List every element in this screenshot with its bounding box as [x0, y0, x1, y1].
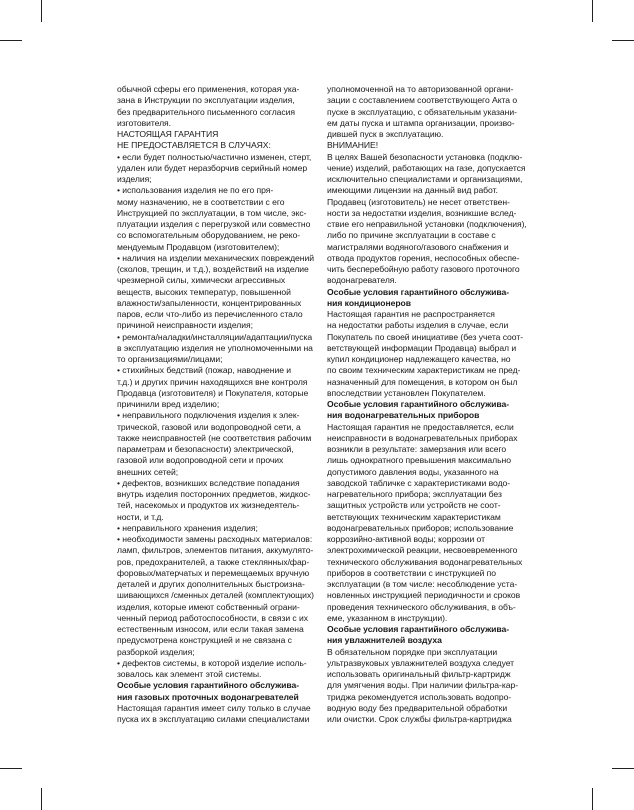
- text-line: деталей и других дополнительных быстроизна-: [117, 579, 305, 589]
- text-line: допустимого давления воды, указанного на: [327, 466, 499, 477]
- text-line: • стихийных бедствий (пожар, наводнение и: [117, 365, 292, 376]
- text-line: ламп, фильтров, элементов питания, аккумулято-: [117, 545, 314, 556]
- right-text-column: [327, 84, 531, 725]
- text-line: также неисправностей (не соответствия рабочим: [117, 432, 312, 443]
- text-line: технического обслуживания водонагревательных: [327, 556, 523, 567]
- text-line: трической, газовой или водопроводной сети, а: [117, 421, 301, 432]
- section-heading-line: Особые условия гарантийного обслужива-: [117, 680, 300, 691]
- left-text-column: [117, 84, 317, 725]
- text-line: причиной неисправности изделия;: [117, 320, 253, 331]
- section-heading-line: ния увлажнителей воздуха: [327, 635, 442, 646]
- text-line: • наличия на изделии механических повреждений: [117, 252, 314, 263]
- text-line: зана в Инструкции по эксплуатации изделия,: [117, 95, 295, 106]
- text-line: изготовителя.: [117, 117, 172, 128]
- text-line: изделия, которые имеют собственный ограни-: [117, 601, 300, 612]
- text-line: лишь однократного превышения максимально: [327, 455, 511, 466]
- text-line: предусмотрена конструкцией и не связана с: [117, 635, 292, 646]
- text-line: влажности/запыленности, концентрированных: [117, 297, 302, 308]
- text-line: заводской табличке с характеристиками водо-: [327, 477, 511, 488]
- text-line: то организациями/лицами;: [117, 354, 223, 364]
- text-line: неисправности в водонагревательных приборах: [327, 432, 518, 443]
- text-line: зации с составлением соответствующего Акта о: [327, 95, 518, 106]
- text-line: внешних сетей;: [117, 466, 179, 477]
- text-line: разборкой изделия;: [117, 646, 195, 657]
- crop-mark-bottom-left: [41, 788, 42, 810]
- crop-mark-left-bottom: [0, 768, 22, 769]
- text-line: чрезмерной силы, химически агрессивных: [117, 275, 286, 286]
- text-line: на недостатки работы изделия в случае, если: [327, 320, 509, 331]
- text-line: • дефектов системы, в которой изделие исполь-: [117, 657, 307, 668]
- text-line: коррозийно-активной воды; коррозии от: [327, 534, 485, 544]
- text-line: тей, насекомых и продуктов их жизнедеятель-: [117, 500, 300, 511]
- text-line: Продавца (изготовителя) и Покупателя, которые: [117, 387, 309, 398]
- text-line: естественным износом, или если такая замена: [117, 624, 304, 634]
- text-line: ности за недостатки изделия, возникшие вслед-: [327, 207, 517, 218]
- text-line: ВНИМАНИЕ!: [327, 140, 379, 151]
- text-line: внутрь изделия посторонних предметов, жидкос-: [117, 489, 311, 499]
- text-line: приборов в соответствии с инструкцией по: [327, 567, 497, 578]
- text-line: водную воду без предварительной обработки: [327, 702, 508, 713]
- text-line: купил кондиционер надлежащего качества, но: [327, 354, 511, 364]
- text-line: магистралями водяного/газового снабжения и: [327, 241, 509, 252]
- text-line: • ремонта/наладки/инсталляции/адаптации/пуска: [117, 331, 313, 342]
- text-line: водонагревателя.: [327, 275, 397, 286]
- text-line: водонагревательных приборов; использование: [327, 522, 514, 533]
- text-line: мому назначению, не в соответствии с его: [117, 196, 285, 207]
- text-line: ем даты пуска и штампа организации, произво-: [327, 117, 515, 128]
- text-line: газовой или водопроводной сети и прочих: [117, 455, 284, 466]
- text-line: Покупатель по своей инициативе (без учета соот-: [327, 331, 524, 342]
- text-line: зовалось как элемент этой системы.: [117, 669, 262, 679]
- text-line: электрохимической реакции, несвоевременного: [327, 545, 518, 556]
- text-line: исключительно специалистами и организациями,: [327, 174, 523, 184]
- text-line: либо по причине эксплуатации в составе с: [327, 230, 496, 241]
- text-line: • дефектов, возникших вследствие попадания: [117, 477, 300, 488]
- text-line: • неправильного подключения изделия к элек-: [117, 410, 300, 421]
- text-line: Настоящая гарантия не распространяется: [327, 309, 495, 319]
- text-line: ров, предохранителей, а также стеклянных/фар-: [117, 556, 310, 567]
- section-heading-line: Особые условия гарантийного обслужива-: [327, 624, 510, 634]
- crop-mark-bottom-right: [592, 788, 593, 810]
- text-line: мендуемым Продавцом (изготовителем);: [117, 241, 280, 252]
- text-line: пуске в эксплуатацию, с обязательным указани-: [327, 106, 517, 117]
- text-line: или очистки. Срок службы фильтра-картриджа: [327, 714, 512, 724]
- crop-mark-right-top: [612, 40, 634, 41]
- text-line: Продавец (изготовитель) не несет ответствен-: [327, 196, 510, 207]
- text-line: эксплуатации (в том числе: несоблюдение уста-: [327, 579, 518, 589]
- text-line: обычной сферы его применения, которая ука-: [117, 84, 300, 94]
- text-line: Настоящая гарантия не предоставляется, если: [327, 421, 514, 432]
- text-line: • необходимости замены расходных материалов:: [117, 534, 313, 544]
- text-line: • использования изделия не по его пря-: [117, 185, 274, 196]
- text-line: НЕ ПРЕДОСТАВЛЯЕТСЯ В СЛУЧАЯХ:: [117, 140, 271, 151]
- text-line: нагревательного прибора; эксплуатации без: [327, 489, 502, 499]
- text-line: чить бесперебойную работу газового проточного: [327, 264, 520, 274]
- text-line: отвода продуктов горения, неспособных обеспе-: [327, 252, 520, 263]
- text-line: использовать оригинальный фильтр-картридж: [327, 669, 511, 679]
- text-line: ветствующей информации Продавца) выбрал и: [327, 342, 517, 353]
- section-heading-line: Особые условия гарантийного обслужива-: [327, 286, 510, 297]
- section-heading-line: ния газовых проточных водонагревателей: [117, 691, 299, 702]
- text-line: уполномоченной на то авторизованной органи-: [327, 84, 514, 94]
- text-line: чение) изделий, работающих на газе, допускается: [327, 162, 526, 173]
- text-line: плуатации изделия с перегрузкой или совместно: [117, 219, 311, 229]
- text-line: В целях Вашей безопасности установка (подклю-: [327, 151, 523, 162]
- text-line: веществ, высоких температур, повышенной: [117, 286, 291, 297]
- text-line: возникли в результате: замерзания или всего: [327, 444, 507, 454]
- text-line: форовых/матерчатых и перемещаемых вручную: [117, 567, 310, 578]
- text-line: без предварительного письменного согласия: [117, 106, 295, 117]
- text-line: Инструкцией по эксплуатации, в том числе, экс-: [117, 207, 307, 218]
- text-line: • если будет полностью/частично изменен, стерт,: [117, 151, 312, 162]
- text-line: • неправильного хранения изделия;: [117, 522, 258, 533]
- text-line: защитных устройств или устройств не соот-: [327, 500, 501, 511]
- text-line: В обязательном порядке при эксплуатации: [327, 646, 498, 657]
- text-line: изделия;: [117, 174, 152, 184]
- text-line: т.д.) и других причин находящихся вне контроля: [117, 376, 308, 387]
- text-line: ветствующих техническим характеристикам: [327, 511, 501, 522]
- text-line: впоследствии установлен Покупателем.: [327, 387, 486, 398]
- crop-mark-top-right: [592, 0, 593, 22]
- text-line: по своим техническим характеристикам не пред-: [327, 365, 521, 376]
- text-line: ченный период работоспособности, в связи с их: [117, 612, 309, 623]
- text-line: шивающихся /сменных деталей (комплектующих): [117, 590, 314, 601]
- crop-mark-right-bottom: [612, 768, 634, 769]
- text-line: для умягчения воды. При наличии фильтра-кар-: [327, 680, 519, 691]
- text-line: триджа рекомендуется использовать водопро-: [327, 691, 512, 702]
- text-line: Настоящая гарантия имеет силу только в случае: [117, 702, 311, 713]
- text-line: ствие его неправильной установки (подключения),: [327, 219, 527, 229]
- text-line: со вспомогательным оборудованием, не реко-: [117, 230, 301, 241]
- section-heading-line: Особые условия гарантийного обслужива-: [327, 399, 510, 409]
- text-line: удален или будет неразборчив серийный номер: [117, 162, 308, 173]
- text-line: паров, если что-либо из перечисленного стало: [117, 309, 303, 319]
- text-line: дившей пуск в эксплуатацию.: [327, 129, 444, 139]
- text-line: (сколов, трещин, и т.д.), воздействий на изделие: [117, 264, 309, 274]
- text-line: ности, и т.д.: [117, 511, 164, 522]
- text-line: параметрам и безопасности) электрической,: [117, 444, 294, 454]
- text-line: новленных инструкцией периодичности и сроков: [327, 590, 521, 601]
- text-line: ультразвуковых увлажнителей воздуха следует: [327, 657, 515, 668]
- crop-mark-top-left: [41, 0, 42, 22]
- text-line: еме, указанном в инструкции).: [327, 612, 448, 623]
- text-line: в эксплуатацию изделия не уполномоченными на: [117, 342, 313, 353]
- text-line: назначенный для помещения, в котором он был: [327, 376, 518, 387]
- section-heading-line: ния водонагревательных приборов: [327, 410, 480, 421]
- text-line: проведения технического обслуживания, в объ-: [327, 601, 516, 612]
- text-line: причинили вред изделию;: [117, 399, 220, 409]
- text-line: пуска их в эксплуатацию силами специалистами: [117, 714, 310, 724]
- crop-mark-left-top: [0, 40, 22, 41]
- text-line: НАСТОЯЩАЯ ГАРАНТИЯ: [117, 129, 219, 139]
- section-heading-line: ния кондиционеров: [327, 297, 411, 308]
- text-line: имеющими лицензии на данный вид работ.: [327, 185, 498, 196]
